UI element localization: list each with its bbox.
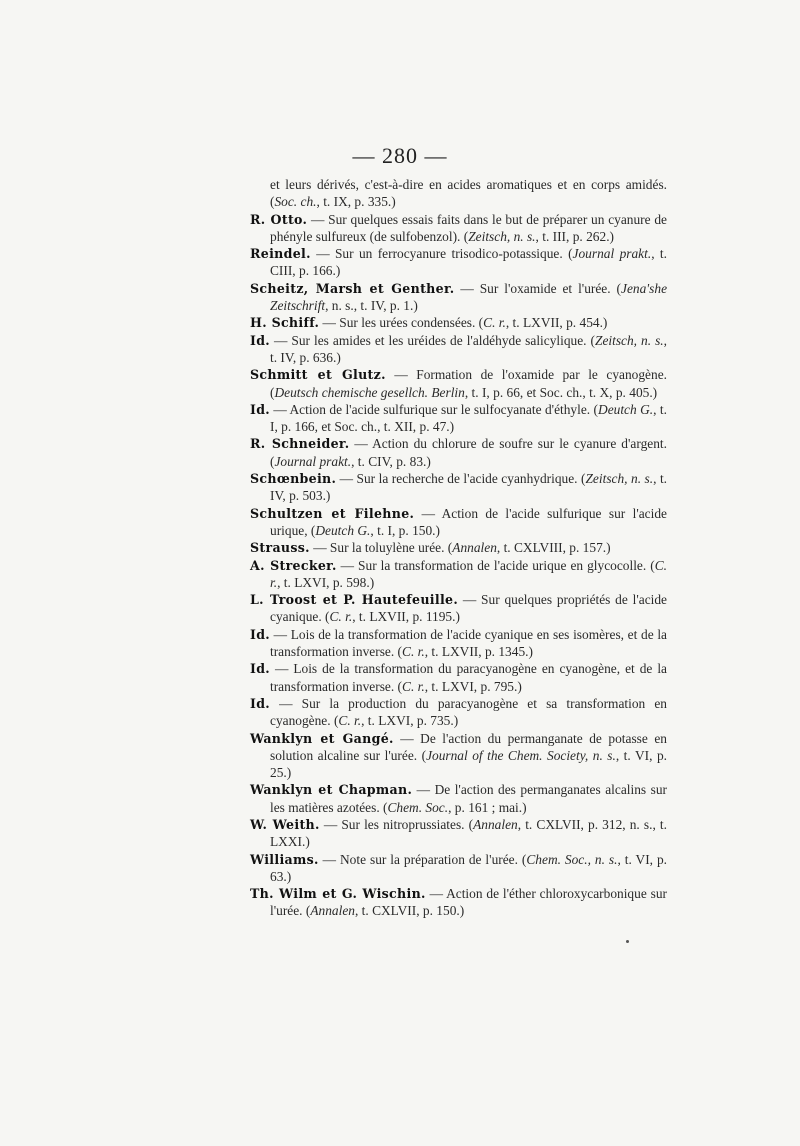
bibliography-entry — [250, 591, 667, 626]
entry-title: — Sur les urées condensées. ( — [319, 315, 484, 331]
entry-reference: , t. LXVII, p. 1345.) — [424, 644, 533, 660]
entry-author: Strauss. — [250, 540, 310, 556]
entry-reference: , t. IX, p. 335.) — [316, 194, 396, 210]
entry-title: — Action du chlorure de soufre sur le cyanure d'argent. ( — [270, 436, 667, 469]
entry-reference: , t. IV, p. 636.) — [270, 332, 668, 365]
entry-author: W. Weith. — [250, 816, 320, 832]
entry-source: C. r. — [402, 644, 425, 660]
entry-source: Jena'she Zeitschrift — [270, 280, 668, 314]
entry-source: Annalen — [473, 816, 518, 832]
entry-source: C. r. — [329, 609, 353, 625]
entry-title: — Sur quelques essais faits dans le but de préparer un cyanure de phényle sulfureux (de sulfobenzol). ( — [270, 211, 667, 244]
entry-title: — Sur les amides et les uréides de l'aldéhyde salicylique. ( — [269, 332, 595, 348]
entry-title: — Sur un ferrocyanure trisodico-potassique. ( — [310, 246, 573, 262]
bibliography-entry — [250, 539, 667, 556]
entry-source: Annalen — [452, 540, 497, 556]
bibliography-entry — [250, 557, 667, 592]
entry-author: R. Otto. — [250, 211, 308, 227]
entry-title: et leurs dérivés, c'est-à-dire en acides aromatiques et en corps amidés. ( — [270, 177, 667, 210]
entry-title: — Action de l'éther chloroxycarbonique sur l'urée. ( — [270, 886, 667, 919]
entry-title: — De l'action des permanganates alcalins sur les matières azotées. ( — [270, 782, 667, 815]
entry-title: — Sur la recherche de l'acide cyanhydrique. ( — [336, 471, 586, 487]
bibliography-entry — [250, 332, 667, 367]
entry-author: Th. Wilm et G. Wischin. — [250, 886, 426, 902]
entry-source: Journal of the Chem. Society, n. s. — [426, 747, 616, 763]
entry-reference: , t. LXVI, p. 795.) — [424, 678, 522, 694]
entry-title: — Lois de la transformation de l'acide cyanique en ses isomères, et de la transformation inverse. ( — [269, 626, 667, 660]
entry-reference: , t. IV, p. 503.) — [270, 471, 668, 504]
entry-source: Zeitsch, n. s. — [468, 228, 536, 244]
entry-reference: , t. CIII, p. 166.) — [270, 246, 667, 279]
bibliography-entry — [250, 626, 667, 661]
entry-author: Schmitt et Glutz. — [250, 367, 386, 383]
entry-source: Deutch G. — [315, 522, 371, 538]
bibliography-entry — [250, 816, 667, 851]
entry-title: — Action de l'acide sulfurique sur le sulfocyanate d'éthyle. ( — [269, 401, 599, 417]
bibliography-entry — [250, 851, 667, 886]
entry-author: H. Schiff. — [250, 315, 320, 331]
entry-author: Id. — [250, 661, 270, 677]
bibliography-entry — [250, 505, 667, 540]
entry-reference: , t. I, p. 150.) — [370, 522, 440, 538]
entry-author: Scheitz, Marsh et Genther. — [250, 280, 455, 296]
entry-source: C. r. — [483, 315, 506, 331]
entry-author: Williams. — [250, 851, 319, 867]
entry-reference: , t. I, p. 166, et Soc. ch., t. XII, p. 47.) — [270, 401, 668, 435]
entry-author: Id. — [250, 695, 270, 711]
entry-source: C. r. — [402, 678, 425, 694]
entry-author: Schultzen et Filehne. — [250, 505, 415, 521]
bibliography-entry — [250, 401, 667, 436]
entry-title: — Sur la transformation de l'acide urique en glycocolle. ( — [336, 557, 655, 573]
entry-title: — Sur quelques propriétés de l'acide cyanique. ( — [270, 592, 667, 625]
entry-reference: , t. LXVII, p. 1195.) — [352, 609, 460, 625]
entry-reference: , t. CXLVII, p. 312, n. s., t. LXXI.) — [270, 816, 668, 850]
entry-title: — Action de l'acide sulfurique sur l'acide urique, ( — [270, 505, 667, 538]
entry-source: C. r. — [338, 713, 362, 729]
entry-title: — Sur l'oxamide et l'urée. ( — [454, 280, 622, 296]
entry-author: Wanklyn et Chapman. — [250, 782, 413, 798]
bibliography-entry — [250, 211, 667, 246]
entry-author: Schœnbein. — [250, 471, 337, 487]
bibliography-entry — [250, 885, 667, 920]
entry-title: — Sur la toluylène urée. ( — [309, 540, 453, 556]
entry-reference: , t. CXLVII, p. 150.) — [354, 903, 465, 919]
entry-source: Journal prakt. — [572, 246, 652, 262]
entry-title: — Note sur la préparation de l'urée. ( — [318, 851, 527, 867]
entry-author: Wanklyn et Gangé. — [250, 730, 394, 746]
bibliography-list — [250, 176, 667, 920]
bibliography-entry — [250, 245, 667, 280]
bibliography-entry — [250, 366, 667, 401]
entry-source: Journal prakt. — [274, 453, 352, 469]
entry-source: Soc. ch. — [274, 194, 317, 210]
entry-reference: , t. LXVI, p. 598.) — [277, 574, 375, 590]
entry-source: C. r. — [270, 557, 667, 590]
entry-reference: , t. CIV, p. 83.) — [351, 453, 431, 469]
entry-source: Zeitsch, n. s. — [585, 471, 654, 487]
ink-speck — [626, 940, 629, 943]
entry-title: — Sur les nitroprussiates. ( — [319, 816, 474, 832]
entry-title: — Sur la production du paracyanogène et sa transformation en cyanogène. ( — [269, 695, 667, 729]
bibliography-entry — [250, 470, 667, 505]
entry-reference: , t. LXVI, p. 735.) — [361, 713, 459, 729]
entry-source: Zeitsch, n. s. — [595, 332, 664, 348]
entry-reference: , t. CXLVIII, p. 157.) — [496, 540, 611, 556]
bibliography-entry — [250, 280, 667, 315]
entry-title: — Formation de l'oxamide par le cyanogène. ( — [270, 367, 667, 400]
entry-author: Id. — [250, 401, 270, 417]
entry-source: Deutch G. — [598, 401, 654, 417]
entry-reference: , t. VI, p. 63.) — [270, 851, 667, 884]
bibliography-entry — [250, 435, 667, 470]
entry-source: Chem. Soc., n. s. — [526, 851, 618, 867]
entry-author: L. Troost et P. Hautefeuille. — [250, 592, 459, 608]
entry-reference: , t. VI, p. 25.) — [270, 747, 667, 781]
bibliography-entry — [250, 660, 667, 695]
entry-reference: , p. 161 ; mai.) — [448, 799, 527, 815]
bibliography-entry — [250, 314, 667, 331]
page-number: — 280 — — [352, 143, 448, 168]
entry-reference: , t. I, p. 66, et Soc. ch., t. X, p. 405.) — [464, 384, 658, 400]
bibliography-entry — [250, 695, 667, 730]
bibliography-entry — [250, 176, 667, 211]
entry-author: R. Schneider. — [250, 436, 350, 452]
entry-title: — De l'action du permanganate de potasse en solution alcaline sur l'urée. ( — [270, 730, 667, 763]
entry-author: Id. — [250, 626, 270, 642]
bibliography-entry — [250, 781, 667, 816]
entry-author: Reindel. — [250, 246, 311, 262]
entry-reference: , t. III, p. 262.) — [535, 228, 614, 244]
entry-author: Id. — [250, 332, 270, 348]
entry-source: Chem. Soc. — [387, 799, 449, 815]
entry-title: — Lois de la transformation du paracyanogène en cyanogène, et de la transformation inverse. ( — [269, 661, 667, 694]
entry-reference: , t. LXVII, p. 454.) — [505, 315, 608, 331]
entry-author: A. Strecker. — [250, 557, 337, 573]
entry-source: Annalen — [310, 903, 355, 919]
entry-reference: , n. s., t. IV, p. 1.) — [325, 298, 418, 314]
bibliography-entry — [250, 730, 667, 782]
entry-source: Deutsch chemische gesellch. Berlin — [274, 384, 465, 400]
